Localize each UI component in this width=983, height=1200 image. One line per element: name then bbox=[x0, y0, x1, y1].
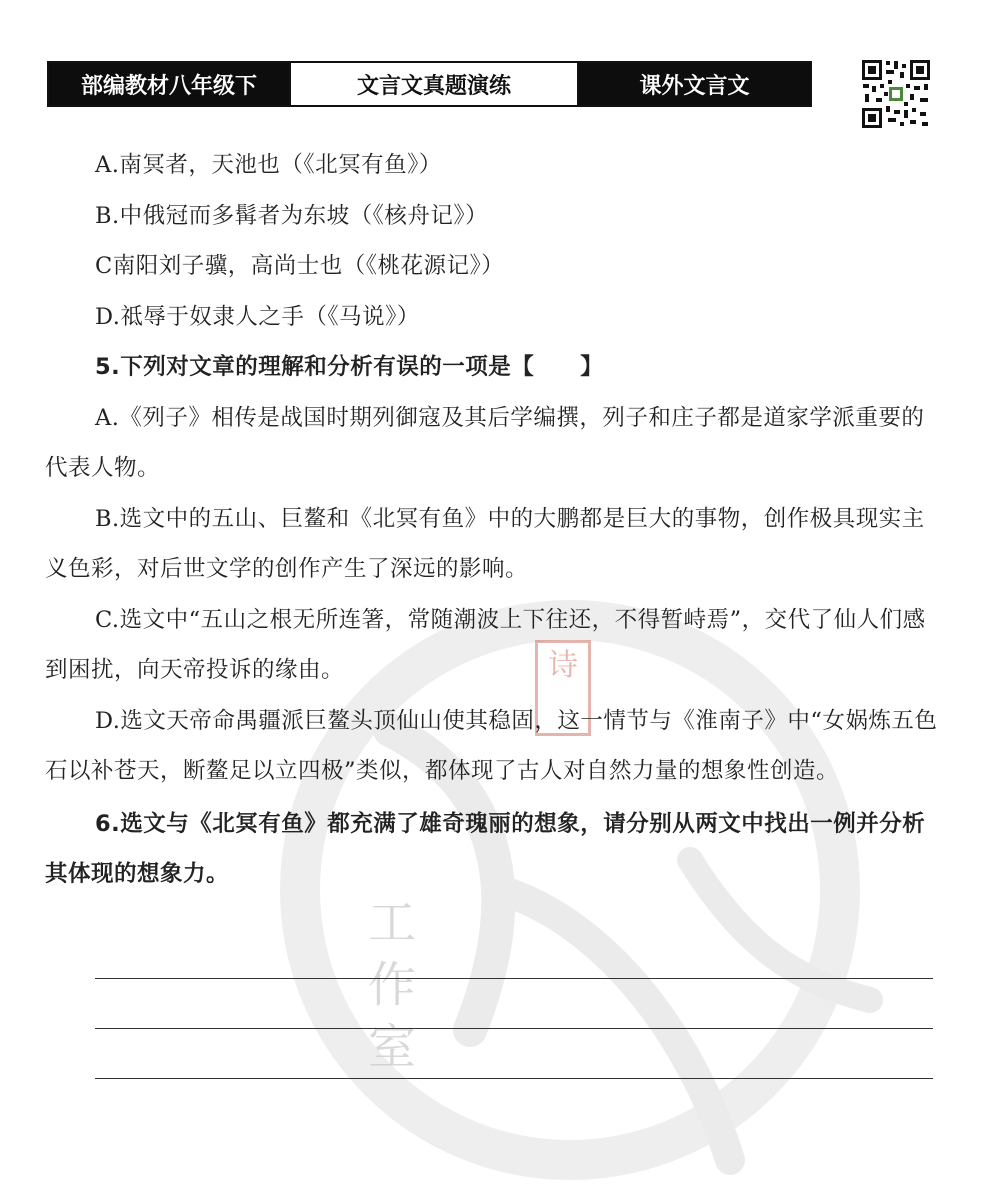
q4-option-d: D.祗辱于奴隶人之手（《马说》） bbox=[95, 303, 420, 330]
q5-option-a: A.《列子》相传是战国时期列御寇及其后学编撰，列子和庄子都是道家学派重要的代表人物。 bbox=[45, 404, 925, 481]
q6-question: 6.选文与《北冥有鱼》都充满了雄奇瑰丽的想象，请分别从两文中找出一例并分析其体现的想象力。 bbox=[45, 810, 926, 887]
header-category: 课外文言文 bbox=[579, 63, 810, 105]
answer-line[interactable] bbox=[95, 978, 933, 979]
q4-option-b: B.中俄冠而多髯者为东坡（《核舟记》） bbox=[95, 202, 489, 229]
watermark-stamp: 诗 bbox=[535, 640, 591, 736]
qr-code-icon bbox=[860, 58, 932, 130]
q4-option-a: A.南冥者，天池也（《北冥有鱼》） bbox=[95, 152, 442, 178]
answer-line[interactable] bbox=[95, 1028, 933, 1029]
answer-area[interactable] bbox=[95, 978, 933, 1128]
q4-option-c: C南阳刘子骥，高尚士也（《桃花源记》） bbox=[95, 253, 505, 279]
watermark-vertical-text: 工作室 bbox=[367, 895, 416, 1075]
answer-line[interactable] bbox=[95, 1078, 933, 1079]
header-bar bbox=[47, 61, 812, 107]
q5-option-b: B.选文中的五山、巨鳌和《北冥有鱼》中的大鹏都是巨大的事物，创作极具现实主义色彩，对后世文学的创作产生了深远的影响。 bbox=[45, 505, 925, 582]
header-title: 文言文真题演练 bbox=[289, 63, 579, 105]
header-grade: 部编教材八年级下 bbox=[49, 63, 289, 105]
q5-question: 5.下列对文章的理解和分析有误的一项是【 】 bbox=[95, 354, 604, 380]
q5-option-d: D.选文天帝命禺疆派巨鳌头顶仙山使其稳固，这一情节与《淮南子》中“女娲炼五色石以补苍天，断鳌足以立四极”类似，都体现了古人对自然力量的想象性创造。 bbox=[45, 707, 938, 784]
exercise-content bbox=[45, 140, 940, 900]
q5-option-c: C.选文中“五山之根无所连箸，常随潮波上下往还，不得暂峙焉”，交代了仙人们感到困扰，向天帝投诉的缘由。 bbox=[45, 606, 926, 683]
